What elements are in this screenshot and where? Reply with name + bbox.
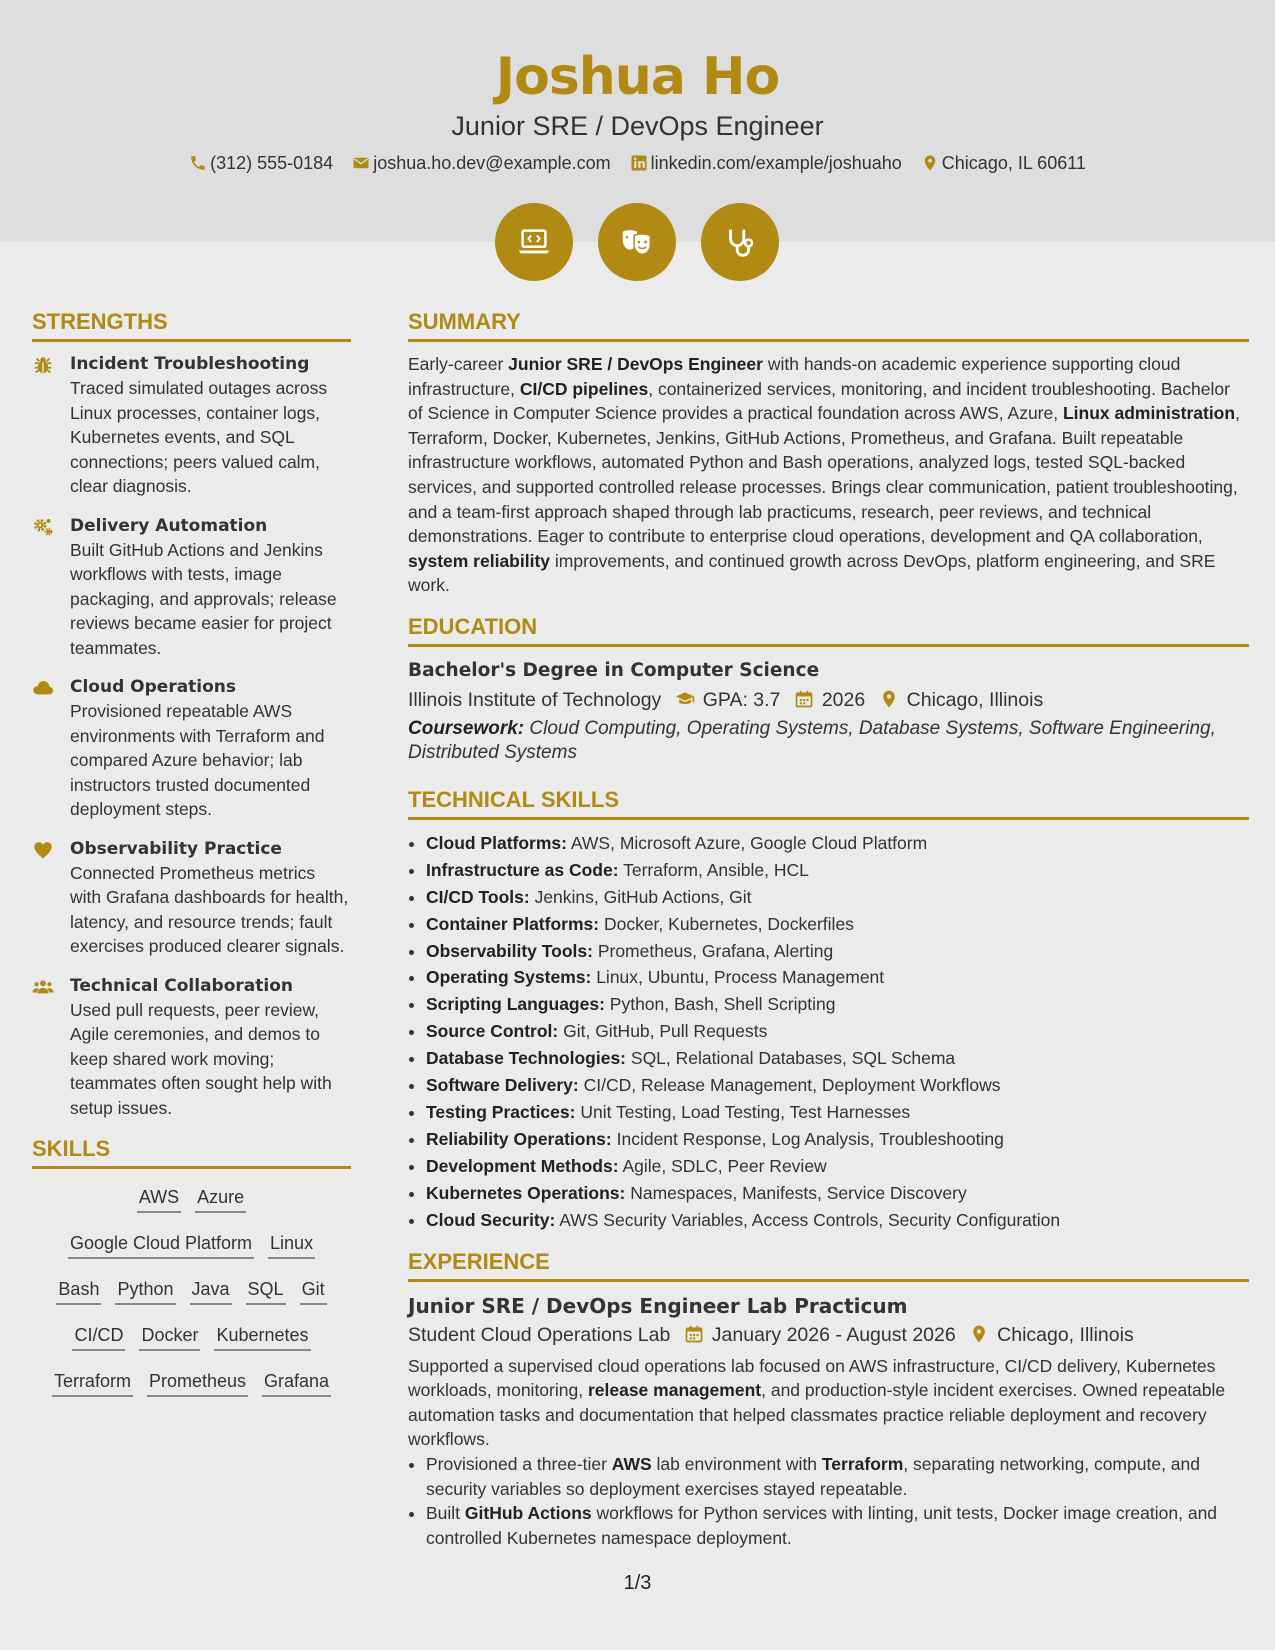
strength-description: Built GitHub Actions and Jenkins workflows with tests, image packaging, and approvals; release reviews became easier for project teammates. bbox=[70, 539, 337, 658]
phone-icon bbox=[189, 154, 207, 172]
skill-values: Docker, Kubernetes, Dockerfiles bbox=[603, 913, 854, 934]
strength-item bbox=[32, 974, 351, 1121]
technical-skill-item bbox=[426, 1153, 1249, 1180]
emphasis-text: CI/CD pipelines bbox=[519, 378, 649, 399]
contact-email[interactable] bbox=[352, 150, 610, 176]
technical-skill-item bbox=[426, 991, 1249, 1018]
text-segment: lab environment with bbox=[651, 1453, 822, 1474]
text-segment: Early-career bbox=[408, 354, 509, 374]
skill-row bbox=[32, 1275, 351, 1306]
strength-description: Provisioned repeatable AWS environments with Terraform and compared Azure behavior; lab instructors trusted documented deployment steps. bbox=[70, 701, 325, 819]
experience-bullet bbox=[426, 1452, 1249, 1501]
technical-skill-item bbox=[426, 1207, 1249, 1234]
skill-chip: Grafana bbox=[262, 1367, 331, 1397]
strength-title: Incident Troubleshooting bbox=[70, 354, 310, 374]
technical-skill-item bbox=[426, 857, 1249, 884]
skill-values: Incident Response, Log Analysis, Troubleshooting bbox=[616, 1128, 1004, 1149]
emphasis-text: system reliability bbox=[408, 550, 551, 571]
contact-bar bbox=[0, 150, 1275, 176]
map-pin-icon bbox=[969, 1323, 989, 1343]
emphasis-text: GitHub Actions bbox=[464, 1503, 592, 1524]
skill-chip: Python bbox=[115, 1275, 175, 1305]
skill-values: CI/CD, Release Management, Deployment Workflows bbox=[583, 1075, 1001, 1096]
skill-category: Testing Practices: bbox=[426, 1102, 576, 1122]
users-icon bbox=[32, 976, 54, 998]
text-segment: , Terraform, Docker, Kubernetes, Jenkins, GitHub Actions, Prometheus, and Grafana. Built repeatable infrastructure workflows, automated Python and Bash operations, analyzed logs, tested SQL-backed services, and supported controlled release processes. Brings clear communication, patient troubleshooting, and a team-first approach shaped through lab practicums, research, peer reviews, and technical demonstrations. Eager to contribute to enterprise cloud operations, development and QA collaboration, bbox=[408, 403, 1240, 547]
experience-bullets bbox=[408, 1452, 1249, 1550]
linkedin-icon bbox=[630, 154, 648, 172]
experience-dates: January 2026 - August 2026 bbox=[711, 1323, 956, 1346]
users-icon bbox=[32, 976, 54, 998]
experience-org: Student Cloud Operations Lab bbox=[408, 1323, 671, 1346]
technical-skill-item bbox=[426, 1180, 1249, 1207]
skill-category: CI/CD Tools: bbox=[426, 886, 530, 907]
calendar-icon bbox=[794, 688, 814, 708]
experience-location: Chicago, Illinois bbox=[997, 1323, 1134, 1346]
skill-category: Cloud Platforms: bbox=[426, 832, 567, 853]
map-pin-icon bbox=[921, 154, 939, 172]
skill-category: Database Technologies: bbox=[426, 1048, 627, 1069]
coursework-list: Cloud Computing, Operating Systems, Database Systems, Software Engineering, Distributed Systems bbox=[408, 717, 1216, 764]
cloud-icon bbox=[32, 677, 54, 699]
school-name: Illinois Institute of Technology bbox=[408, 688, 662, 711]
heart-icon bbox=[32, 839, 54, 861]
technical-skills-heading: TECHNICAL SKILLS bbox=[408, 786, 1249, 820]
technical-skill-item bbox=[426, 884, 1249, 911]
calendar-icon bbox=[684, 1323, 704, 1343]
skill-chip: Git bbox=[300, 1275, 327, 1305]
coursework bbox=[408, 717, 1249, 766]
coursework-label: Coursework: bbox=[408, 717, 525, 739]
skill-values: Namespaces, Manifests, Service Discovery bbox=[630, 1182, 967, 1203]
skill-chip: CI/CD bbox=[72, 1321, 125, 1351]
strength-item bbox=[32, 514, 351, 661]
skill-row bbox=[32, 1367, 351, 1398]
strength-item bbox=[32, 675, 351, 822]
linkedin-text: linkedin.com/example/joshuaho bbox=[650, 153, 902, 173]
email-text: joshua.ho.dev@example.com bbox=[373, 153, 611, 173]
text-segment: Built bbox=[426, 1503, 465, 1524]
skills-heading: SKILLS bbox=[32, 1135, 351, 1169]
contact-location bbox=[921, 150, 1086, 176]
technical-skill-item bbox=[426, 1018, 1249, 1045]
skill-chip: Terraform bbox=[52, 1367, 133, 1397]
bug-icon bbox=[32, 354, 54, 376]
skill-category: Operating Systems: bbox=[426, 967, 592, 988]
skill-values: Unit Testing, Load Testing, Test Harnesses bbox=[580, 1102, 911, 1122]
interest-badges bbox=[495, 203, 781, 283]
skill-row bbox=[32, 1183, 351, 1214]
skill-category: Source Control: bbox=[426, 1021, 559, 1042]
skill-chip: Java bbox=[190, 1275, 232, 1305]
skill-category: Kubernetes Operations: bbox=[426, 1182, 626, 1203]
left-column bbox=[32, 308, 351, 1413]
technical-skill-item bbox=[426, 1072, 1249, 1099]
laptop-code-icon bbox=[495, 203, 573, 281]
text-segment: with hands-on academic experience supporting cloud infrastructure, bbox=[408, 354, 1181, 399]
contact-phone[interactable] bbox=[189, 150, 333, 176]
technical-skill-item bbox=[426, 964, 1249, 991]
technical-skill-item bbox=[426, 938, 1249, 965]
skill-values: Prometheus, Grafana, Alerting bbox=[597, 940, 834, 961]
strengths-list bbox=[32, 352, 351, 1120]
skill-chip: Kubernetes bbox=[214, 1321, 310, 1351]
skill-values: AWS, Microsoft Azure, Google Cloud Platform bbox=[570, 832, 928, 853]
summary-text bbox=[408, 352, 1249, 598]
skill-chip: Docker bbox=[139, 1321, 200, 1351]
strength-item bbox=[32, 352, 351, 499]
emphasis-text: Terraform bbox=[821, 1453, 904, 1474]
strength-title: Observability Practice bbox=[70, 838, 282, 859]
text-segment: Supported a supervised cloud operations lab focused on AWS infrastructure, CI/CD delivery, Kubernetes workloads, monitoring, bbox=[408, 1355, 1216, 1401]
text-segment: , separating networking, compute, and security variables so deployment exercises stayed repeatable. bbox=[426, 1453, 1200, 1499]
skill-values: SQL, Relational Databases, SQL Schema bbox=[630, 1048, 956, 1069]
education-location: Chicago, Illinois bbox=[906, 688, 1044, 711]
emphasis-text: Junior SRE / DevOps Engineer bbox=[508, 354, 763, 374]
strength-title: Technical Collaboration bbox=[70, 975, 293, 996]
page-number: 1/3 bbox=[623, 1572, 652, 1594]
skill-chip: SQL bbox=[246, 1275, 286, 1305]
envelope-icon bbox=[352, 154, 370, 172]
candidate-name: Joshua Ho bbox=[495, 47, 780, 107]
skill-values: Jenkins, GitHub Actions, Git bbox=[534, 886, 752, 907]
skill-row bbox=[32, 1229, 351, 1260]
text-segment: , and production-style incident exercises. Owned repeatable automation tasks and documentation that helped classmates practice reliable deployment and recovery workflows. bbox=[408, 1380, 1226, 1450]
map-pin-icon bbox=[879, 688, 899, 708]
technical-skills-list bbox=[408, 830, 1249, 1234]
experience-bullet bbox=[426, 1501, 1249, 1550]
contact-linkedin[interactable] bbox=[630, 150, 902, 176]
summary-heading: SUMMARY bbox=[408, 308, 1249, 342]
experience-heading: EXPERIENCE bbox=[408, 1248, 1249, 1282]
skill-category: Development Methods: bbox=[426, 1155, 619, 1176]
education-meta bbox=[408, 685, 1249, 715]
skill-category: Software Delivery: bbox=[426, 1075, 579, 1096]
technical-skill-item bbox=[426, 830, 1249, 857]
gpa: GPA: 3.7 bbox=[702, 688, 781, 711]
strength-description: Used pull requests, peer review, Agile ceremonies, and demos to keep shared work moving; teammates often sought help with setup issues. bbox=[70, 999, 332, 1118]
degree-title: Bachelor's Degree in Computer Science bbox=[408, 659, 820, 681]
candidate-title: Junior SRE / DevOps Engineer bbox=[451, 111, 824, 141]
skill-values: Agile, SDLC, Peer Review bbox=[622, 1155, 827, 1176]
text-segment: Provisioned a three-tier bbox=[426, 1453, 612, 1474]
text-segment: , containerized services, monitoring, and incident troubleshooting. Bachelor of Science in Computer Science provides a practical foundation across AWS, Azure, bbox=[408, 378, 1230, 424]
education-heading: EDUCATION bbox=[408, 613, 1249, 647]
strengths-heading: STRENGTHS bbox=[32, 308, 351, 342]
skill-category: Cloud Security: bbox=[426, 1209, 556, 1230]
skill-category: Scripting Languages: bbox=[426, 994, 605, 1015]
skill-chip: Bash bbox=[56, 1275, 101, 1305]
skills-list bbox=[32, 1179, 351, 1398]
strength-title: Delivery Automation bbox=[70, 515, 268, 536]
skill-chip: Google Cloud Platform bbox=[68, 1229, 254, 1259]
technical-skill-item bbox=[426, 911, 1249, 938]
technical-skill-item bbox=[426, 1126, 1249, 1153]
skill-category: Container Platforms: bbox=[426, 913, 600, 934]
text-segment: improvements, and continued growth across DevOps, platform engineering, and SRE work. bbox=[408, 550, 1216, 596]
skill-values: Linux, Ubuntu, Process Management bbox=[596, 967, 885, 988]
gears-icon bbox=[32, 516, 54, 538]
cloud-icon bbox=[32, 677, 54, 699]
theater-masks-icon bbox=[598, 203, 676, 281]
technical-skill-item bbox=[426, 1099, 1249, 1126]
skill-values: Python, Bash, Shell Scripting bbox=[609, 994, 836, 1015]
bug-icon bbox=[32, 354, 54, 376]
emphasis-text: release management bbox=[587, 1380, 762, 1401]
skill-row bbox=[32, 1321, 351, 1352]
skill-category: Infrastructure as Code: bbox=[426, 859, 619, 880]
graduation-year: 2026 bbox=[821, 688, 866, 711]
heart-icon bbox=[32, 839, 54, 861]
skill-chip: Azure bbox=[195, 1183, 246, 1213]
experience-intro bbox=[408, 1354, 1249, 1452]
skill-values: Terraform, Ansible, HCL bbox=[623, 859, 809, 880]
emphasis-text: Linux administration bbox=[1062, 403, 1236, 424]
phone-text: (312) 555-0184 bbox=[210, 153, 334, 173]
emphasis-text: AWS bbox=[611, 1453, 652, 1474]
skill-chip: Linux bbox=[268, 1229, 315, 1259]
experience-role: Junior SRE / DevOps Engineer Lab Practicum bbox=[408, 1293, 908, 1318]
skill-values: AWS Security Variables, Access Controls, Security Configuration bbox=[559, 1209, 1061, 1230]
stethoscope-icon bbox=[701, 203, 779, 281]
skill-category: Observability Tools: bbox=[426, 940, 593, 961]
technical-skill-item bbox=[426, 1045, 1249, 1072]
gears-icon bbox=[32, 516, 54, 538]
right-column bbox=[408, 308, 1249, 1550]
strength-description: Traced simulated outages across Linux processes, container logs, Kubernetes events, and SQL connections; peers valued calm, clear diagnosis. bbox=[70, 378, 328, 496]
strength-description: Connected Prometheus metrics with Grafana dashboards for health, latency, and resource trends; fault exercises produced clearer signals. bbox=[70, 862, 349, 956]
strength-item bbox=[32, 837, 351, 959]
graduation-cap-icon bbox=[675, 688, 695, 708]
skill-chip: Prometheus bbox=[147, 1367, 248, 1397]
location-text: Chicago, IL 60611 bbox=[941, 153, 1086, 173]
skill-category: Reliability Operations: bbox=[426, 1128, 612, 1149]
skill-chip: AWS bbox=[137, 1183, 181, 1213]
text-segment: workflows for Python services with linting, unit tests, Docker image creation, and controlled Kubernetes namespace deployment. bbox=[426, 1503, 1218, 1548]
experience-meta bbox=[408, 1320, 1249, 1350]
skill-values: Git, GitHub, Pull Requests bbox=[563, 1021, 768, 1042]
strength-title: Cloud Operations bbox=[70, 677, 237, 697]
